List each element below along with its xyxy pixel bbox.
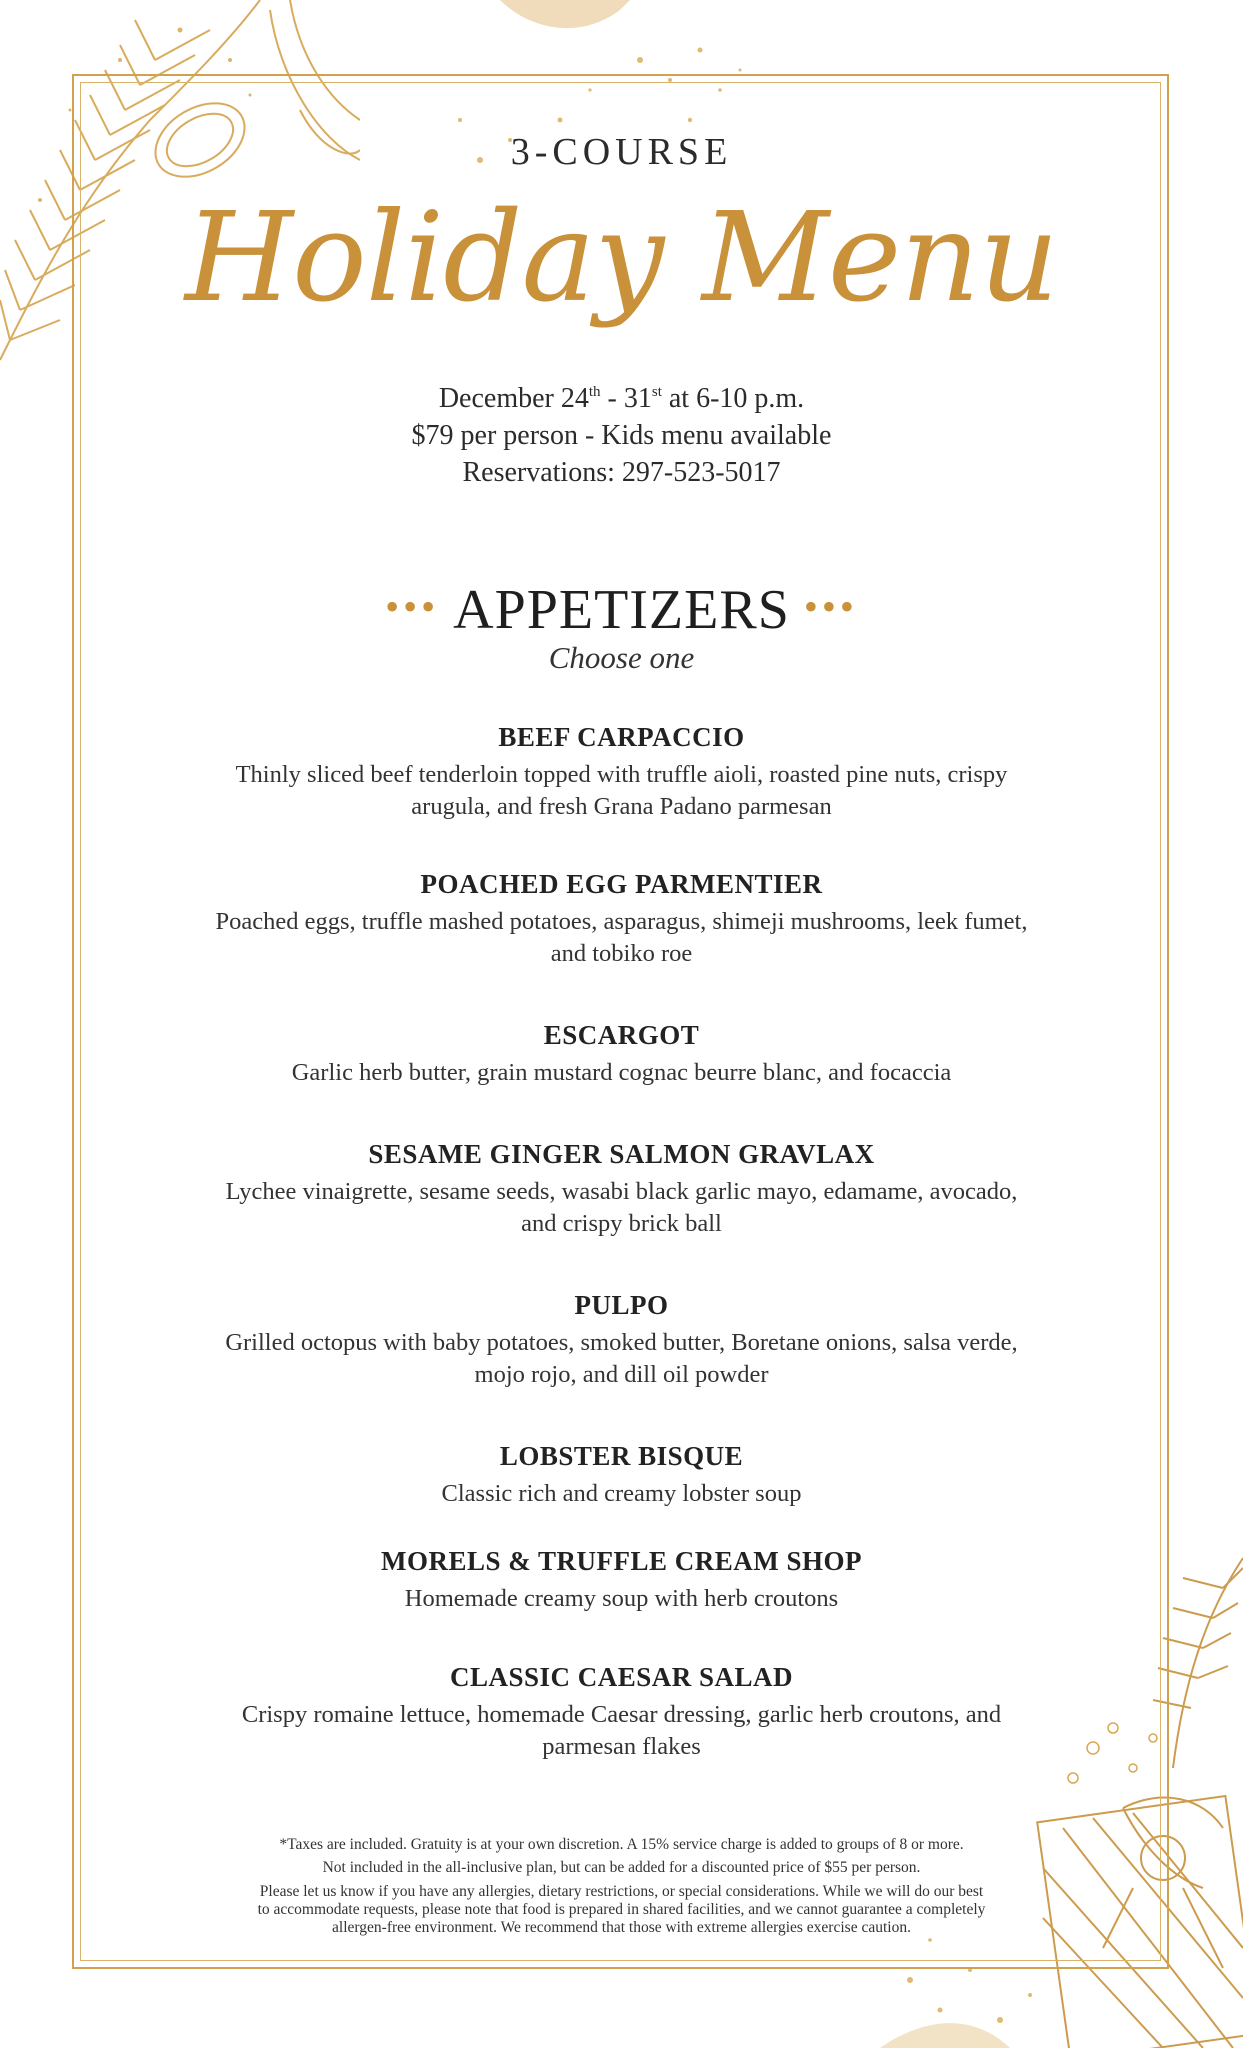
menu-item-description: Poached eggs, truffle mashed potatoes, asparagus, shimeji mushrooms, leek fumet, and tobiko roe [215,908,1028,967]
footnote-taxes: *Taxes are included. Gratuity is at your own discretion. A 15% service charge is added to groups of 8 or more. [279,1836,964,1853]
event-info [0,380,1243,491]
menu-item [0,1020,1243,1089]
right-dots-ornament: ••• [803,584,858,629]
menu-item-name: ESCARGOT [543,1020,700,1050]
menu-item-description: Lychee vinaigrette, sesame seeds, wasabi black garlic mayo, edamame, avocado, and crispy brick ball [225,1178,1018,1237]
menu-item-description: Crispy romaine lettuce, homemade Caesar dressing, garlic herb croutons, and parmesan flakes [241,1701,1002,1760]
menu-item-description: Garlic herb butter, grain mustard cognac beurre blanc, and focaccia [291,1059,952,1086]
menu-item-name: POACHED EGG PARMENTIER [420,869,823,899]
menu-item [0,869,1243,970]
menu-item-description: Thinly sliced beef tenderloin topped with truffle aioli, roasted pine nuts, crispy arugula, and fresh Grana Padano parmesan [235,761,1008,820]
menu-item-description: Grilled octopus with baby potatoes, smoked butter, Boretane onions, salsa verde, mojo rojo, and dill oil powder [225,1329,1018,1388]
menu-item [0,1290,1243,1391]
footnote-allergies: Please let us know if you have any allergies, dietary restrictions, or special considerations. While we will do our best to accommodate requests, please note that food is prepared in shared facilities, and we cannot guarantee a completely allergen-free environment. We recommend that those with extreme allergies exercise caution. [257,1883,986,1936]
menu-item [0,1441,1243,1510]
section-title: APPETIZERS [453,579,790,641]
menu-item-name: LOBSTER BISQUE [499,1441,744,1471]
menu-item [0,1139,1243,1240]
menu-item-name: MORELS & TRUFFLE CREAM SHOP [380,1546,863,1576]
section-heading [0,578,1243,642]
event-price: $79 per person - Kids menu available [411,420,832,451]
menu-item-description: Classic rich and creamy lobster soup [441,1480,802,1507]
menu-item [0,1662,1243,1763]
footnote-plan: Not included in the all-inclusive plan, but can be added for a discounted price of $55 per person. [322,1859,921,1876]
menu-item [0,722,1243,823]
menu-item-name: SESAME GINGER SALMON GRAVLAX [368,1139,875,1169]
menu-item-name: BEEF CARPACCIO [498,722,745,752]
section-subtitle: Choose one [548,640,695,675]
menu-item-description: Homemade creamy soup with herb croutons [404,1585,839,1612]
left-dots-ornament: ••• [385,584,440,629]
event-reservations: Reservations: 297-523-5017 [462,457,781,488]
menu-item-name: CLASSIC CAESAR SALAD [449,1662,794,1692]
event-dates: December 24th - 31st at 6-10 p.m. [438,383,805,414]
menu-item [0,1546,1243,1615]
menu-item-name: PULPO [574,1290,669,1320]
course-count-label: 3-COURSE [510,131,733,173]
menu-title: Holiday Menu [185,186,1058,330]
